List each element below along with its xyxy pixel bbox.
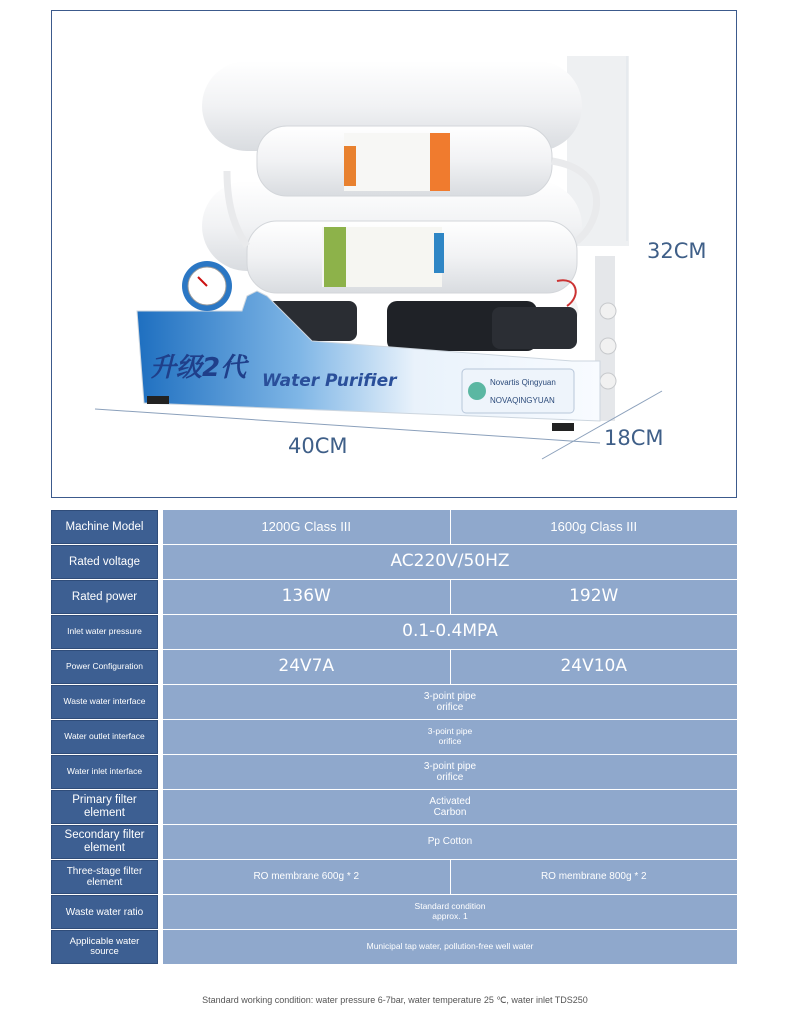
spec-label: Machine Model (51, 510, 158, 544)
product-photo (51, 10, 737, 498)
spec-row-water-outlet-interface (51, 720, 737, 754)
width-dimension: 40CM (288, 434, 348, 458)
spec-value: 3-point pipe orifice (163, 720, 737, 754)
spec-value: Municipal tap water, pollution-free well water (163, 930, 737, 964)
water-purifier-illustration (52, 11, 737, 498)
spec-row-rated-voltage (51, 545, 737, 579)
spec-label: Primary filter element (51, 790, 158, 824)
spec-value: RO membrane 600g * 2 (163, 860, 450, 894)
spec-value: RO membrane 800g * 2 (450, 860, 738, 894)
spec-label: Inlet water pressure (51, 615, 158, 649)
depth-dimension: 18CM (604, 426, 664, 450)
brand-cn-text: 升级2代 (150, 353, 247, 383)
spec-label: Three-stage filter element (51, 860, 158, 894)
spec-row-waste-water-ratio (51, 895, 737, 929)
spec-row-waste-water-interface (51, 685, 737, 719)
spec-row-three-stage-filter (51, 860, 737, 894)
spec-value: 3-point pipe orifice (163, 755, 737, 789)
spec-row-power-configuration (51, 650, 737, 684)
spec-label: Rated voltage (51, 545, 158, 579)
spec-row-primary-filter (51, 790, 737, 824)
spec-label: Secondary filter element (51, 825, 158, 859)
product-name-text: Water Purifier (262, 371, 397, 391)
spec-value: Pp Cotton (163, 825, 737, 859)
spec-label: Water inlet interface (51, 755, 158, 789)
spec-value: 24V7A (163, 650, 450, 684)
brand-en-text: Novartis Qingyuan (490, 378, 556, 387)
spec-value: 192W (450, 580, 738, 614)
spec-row-machine-model (51, 510, 737, 544)
spec-label: Power Configuration (51, 650, 158, 684)
spec-row-inlet-pressure (51, 615, 737, 649)
spec-row-rated-power (51, 580, 737, 614)
spec-label: Waste water interface (51, 685, 158, 719)
spec-value: 0.1-0.4MPA (163, 615, 737, 649)
height-dimension: 32CM (647, 239, 707, 263)
brand-logo-text: NOVAQINGYUAN (490, 396, 555, 405)
spec-value: 1200G Class III (163, 510, 450, 544)
spec-value: AC220V/50HZ (163, 545, 737, 579)
spec-row-water-inlet-interface (51, 755, 737, 789)
spec-value: 136W (163, 580, 450, 614)
spec-table (51, 510, 737, 965)
footnote: Standard working condition: water pressure 6-7bar, water temperature 25 ℃, water inlet TDS250 (202, 995, 588, 1005)
spec-label: Water outlet interface (51, 720, 158, 754)
spec-value: Activated Carbon (163, 790, 737, 824)
spec-value: 3-point pipe orifice (163, 685, 737, 719)
spec-label: Waste water ratio (51, 895, 158, 929)
brand-leaf-icon (468, 382, 486, 400)
spec-row-secondary-filter (51, 825, 737, 859)
spec-label: Applicable water source (51, 930, 158, 964)
spec-row-applicable-water-source (51, 930, 737, 964)
spec-value: Standard condition approx. 1 (163, 895, 737, 929)
spec-value: 1600g Class III (450, 510, 738, 544)
spec-value: 24V10A (450, 650, 738, 684)
spec-label: Rated power (51, 580, 158, 614)
